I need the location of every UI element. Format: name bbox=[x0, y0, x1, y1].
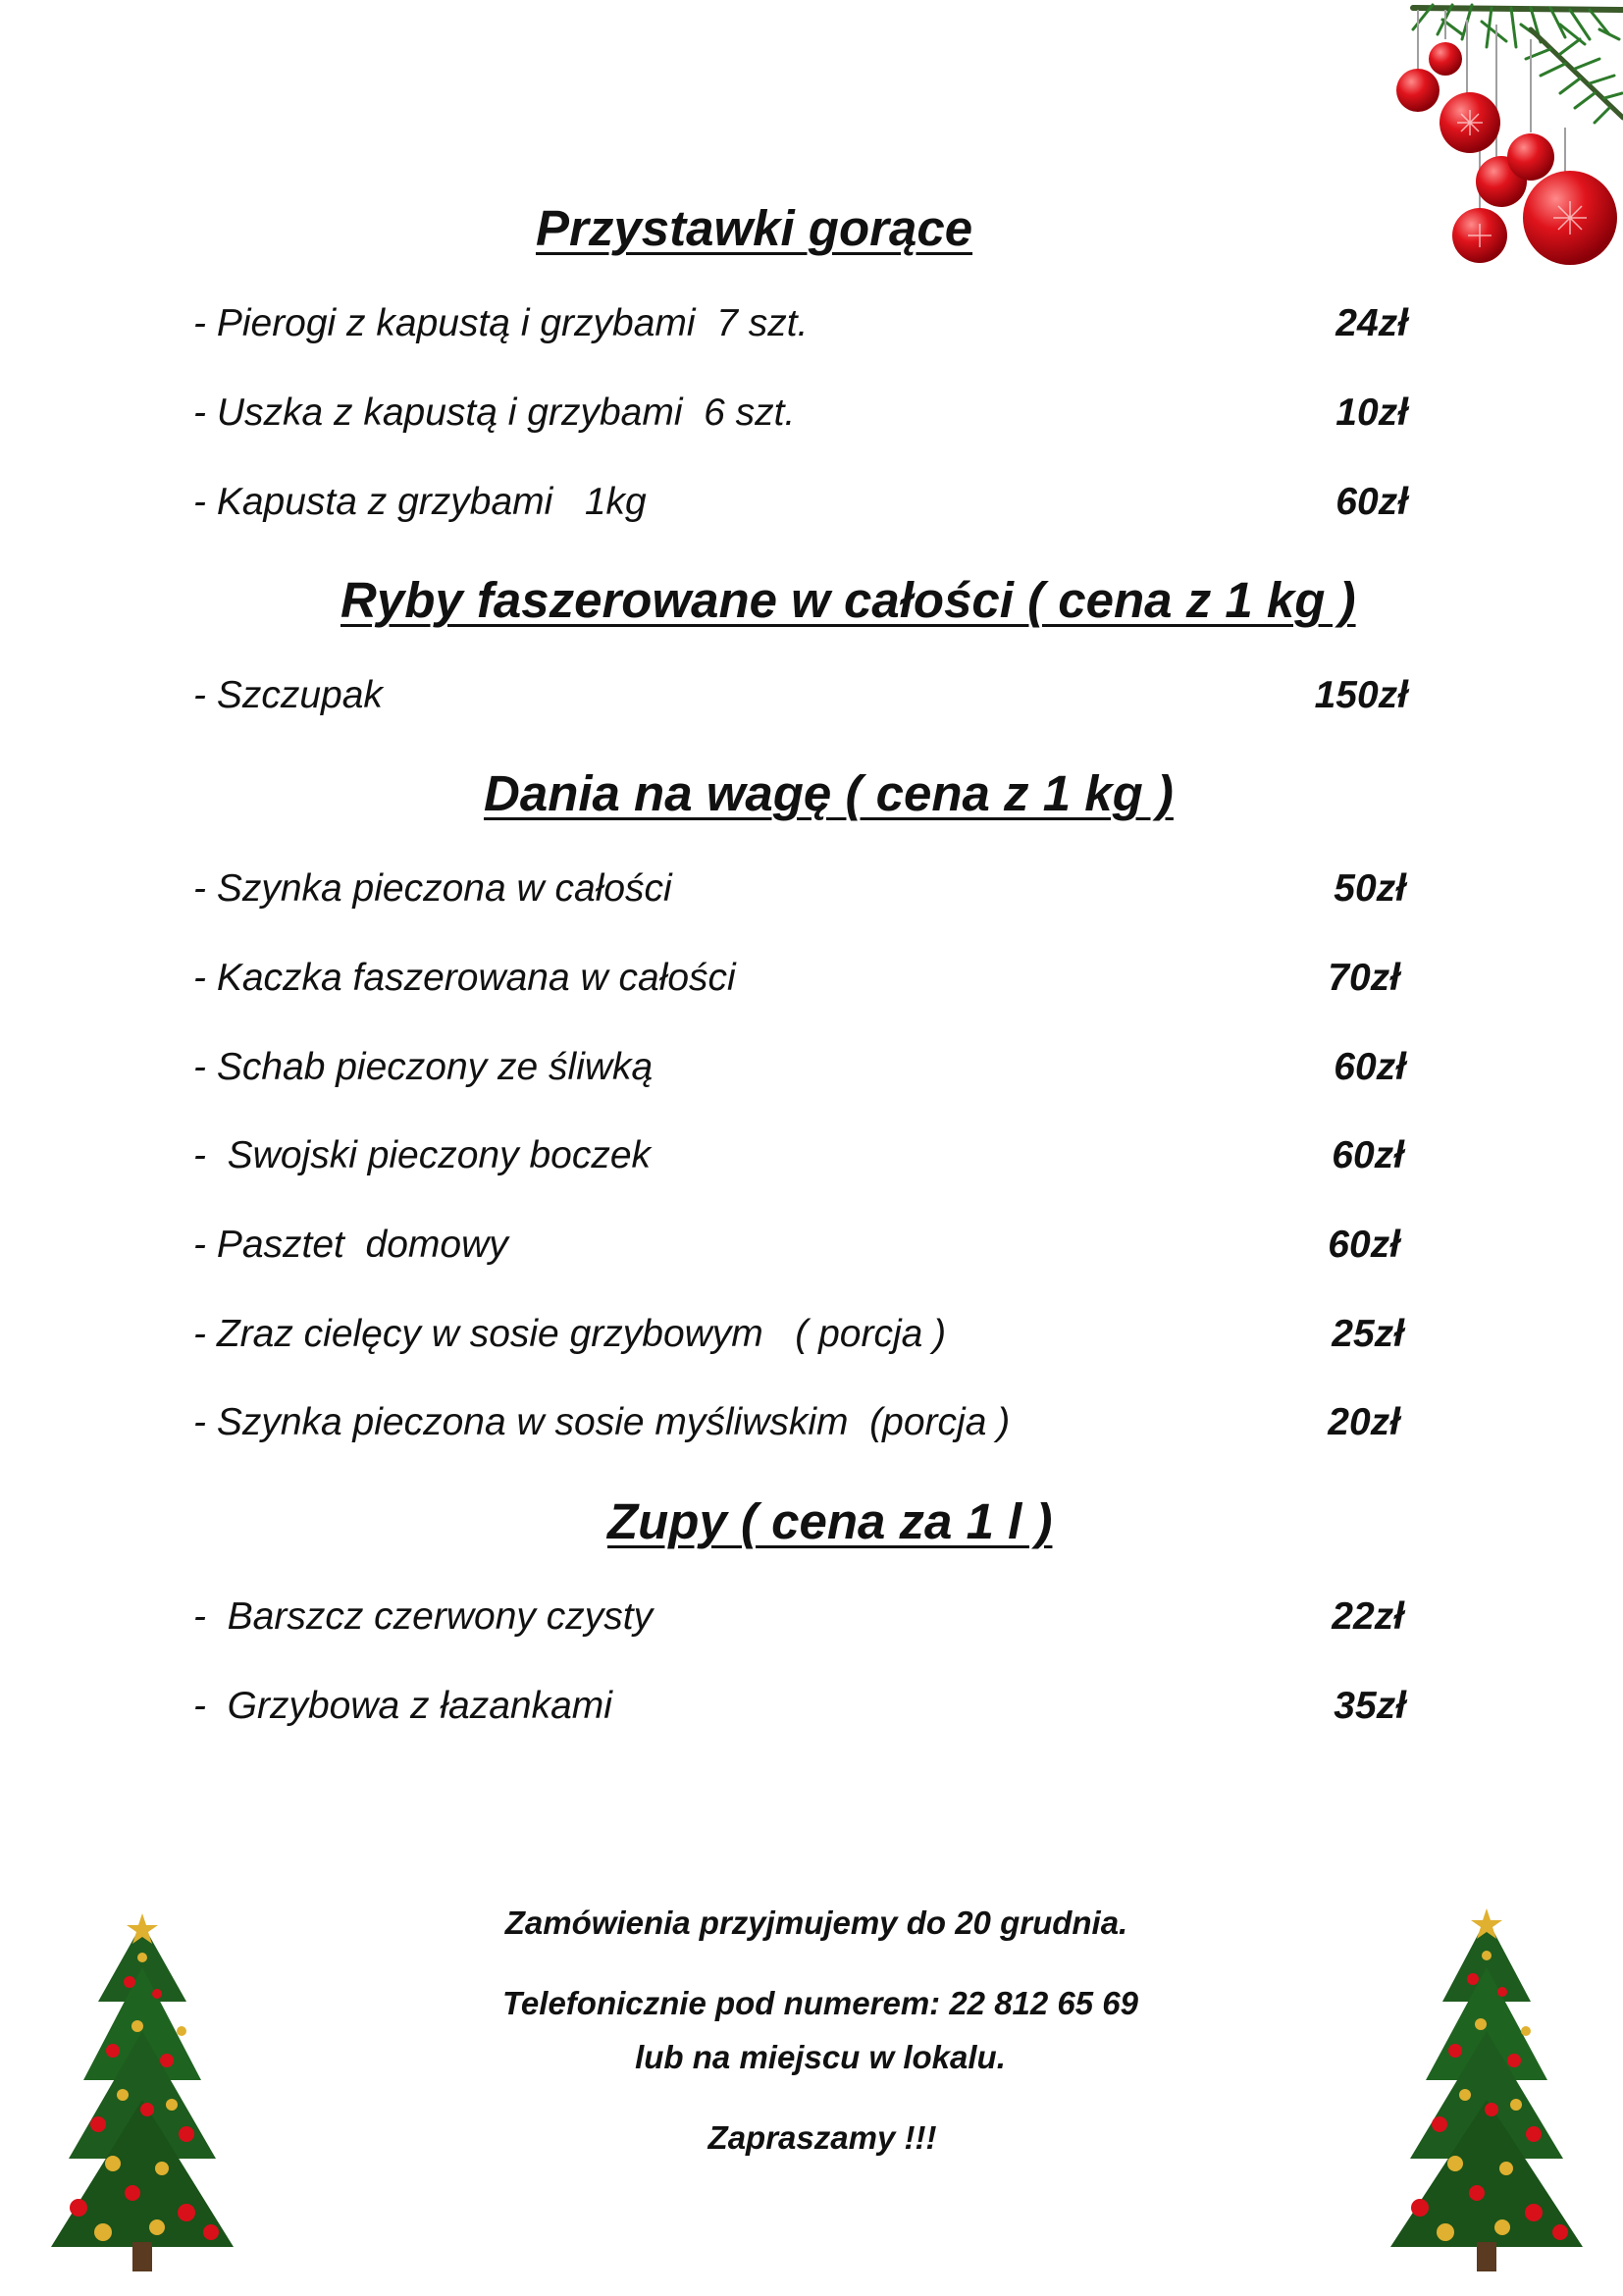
section-heading-przystawki: Przystawki gorące bbox=[536, 200, 973, 256]
item-price: 20zł bbox=[1328, 1401, 1400, 1443]
item-price: 60zł bbox=[1334, 1046, 1406, 1088]
item-price: 24zł bbox=[1335, 302, 1408, 344]
item-price: 22zł bbox=[1332, 1595, 1404, 1638]
item-name: - Barszcz czerwony czysty bbox=[193, 1595, 654, 1638]
list-item bbox=[193, 1401, 1410, 1456]
list-item bbox=[193, 867, 1410, 922]
item-name: - Szynka pieczona w sosie myśliwskim (porcja ) bbox=[193, 1401, 1011, 1443]
item-price: 70zł bbox=[1328, 957, 1400, 999]
list-item bbox=[193, 1595, 1410, 1650]
list-item bbox=[193, 1313, 1410, 1368]
item-price: 35zł bbox=[1334, 1685, 1406, 1727]
item-name: - Pasztet domowy bbox=[193, 1224, 508, 1266]
item-price: 10zł bbox=[1335, 391, 1408, 434]
list-item bbox=[193, 302, 1410, 357]
list-item bbox=[193, 391, 1410, 446]
item-name: - Szczupak bbox=[193, 674, 383, 716]
item-name: - Szynka pieczona w całości bbox=[193, 867, 672, 910]
list-item bbox=[193, 1046, 1410, 1101]
invitation: Zapraszamy !!! bbox=[707, 2119, 937, 2156]
item-price: 60zł bbox=[1332, 1134, 1404, 1176]
list-item bbox=[193, 957, 1410, 1012]
item-name: - Kapusta z grzybami 1kg bbox=[193, 481, 647, 523]
item-price: 25zł bbox=[1332, 1313, 1404, 1355]
item-name: - Uszka z kapustą i grzybami 6 szt. bbox=[193, 391, 796, 434]
item-name: - Pierogi z kapustą i grzybami 7 szt. bbox=[193, 302, 809, 344]
item-price: 50zł bbox=[1334, 867, 1406, 910]
section-heading-zupy: Zupy ( cena za 1 l ) bbox=[607, 1493, 1053, 1549]
onsite-note: lub na miejscu w lokalu. bbox=[635, 2039, 1006, 2075]
list-item bbox=[193, 1134, 1410, 1189]
christmas-tree-icon bbox=[1379, 1908, 1595, 2295]
section-heading-dania-na-wage: Dania na wagę ( cena z 1 kg ) bbox=[484, 765, 1174, 821]
item-name: - Kaczka faszerowana w całości bbox=[193, 957, 736, 999]
item-name: - Schab pieczony ze śliwką bbox=[193, 1046, 654, 1088]
item-price: 60zł bbox=[1335, 481, 1408, 523]
christmas-tree-icon bbox=[39, 1913, 245, 2296]
section-heading-ryby: Ryby faszerowane w całości ( cena z 1 kg ) bbox=[340, 572, 1356, 628]
item-name: - Grzybowa z łazankami bbox=[193, 1685, 612, 1727]
item-name: - Zraz cielęcy w sosie grzybowym ( porcja ) bbox=[193, 1313, 947, 1355]
item-price: 150zł bbox=[1314, 674, 1408, 716]
item-price: 60zł bbox=[1328, 1224, 1400, 1266]
list-item bbox=[193, 1224, 1410, 1278]
list-item bbox=[193, 1685, 1410, 1740]
list-item bbox=[193, 674, 1410, 729]
list-item bbox=[193, 481, 1410, 536]
item-name: - Swojski pieczony boczek bbox=[193, 1134, 652, 1176]
phone-number: Telefonicznie pod numerem: 22 812 65 69 bbox=[501, 1985, 1138, 2021]
order-deadline: Zamówienia przyjmujemy do 20 grudnia. bbox=[504, 1905, 1128, 1941]
